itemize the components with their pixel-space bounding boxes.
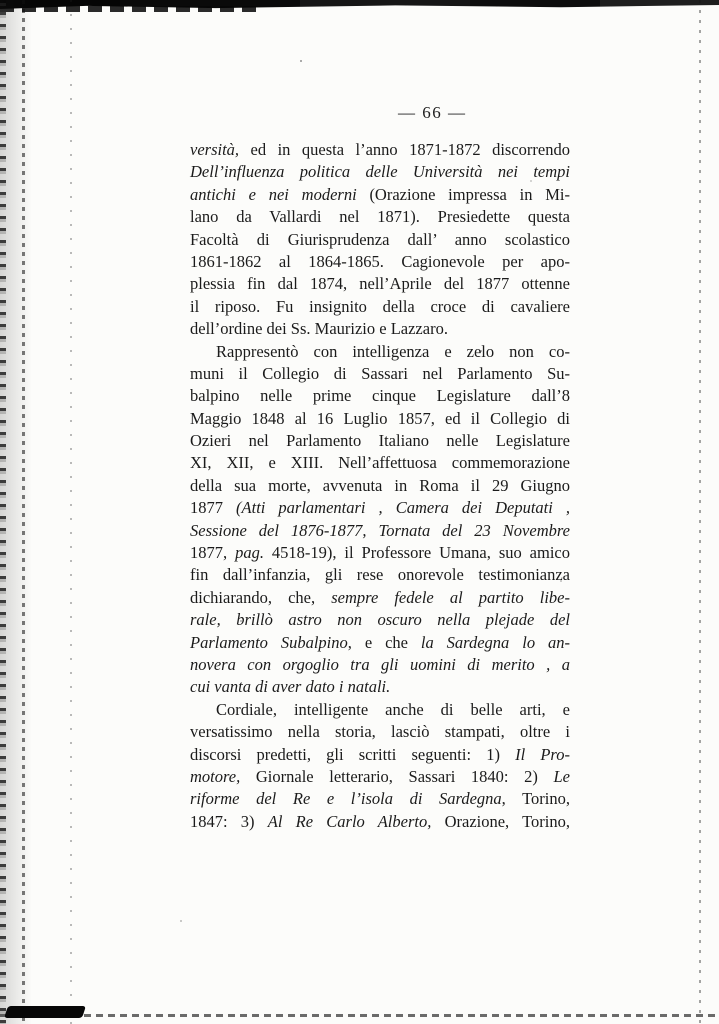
text-line bbox=[190, 564, 570, 586]
text-segment: Le bbox=[553, 766, 570, 786]
scan-artifact-bottom-left-blob bbox=[4, 1006, 86, 1018]
text-segment: pag. bbox=[235, 543, 264, 563]
text-segment: riforme del Re e l’isola di Sardegna bbox=[190, 789, 502, 809]
text-line bbox=[190, 385, 570, 407]
text-line bbox=[190, 699, 570, 721]
text-line bbox=[190, 654, 570, 676]
text-line bbox=[190, 251, 570, 273]
text-segment: versatissimo nella storia, lasciò stampati, oltre i bbox=[190, 722, 570, 742]
text-line bbox=[190, 273, 570, 295]
text-segment: la Sardegna lo an- bbox=[420, 632, 570, 652]
page-number: — 66 — bbox=[398, 103, 467, 122]
text-line bbox=[190, 811, 570, 833]
text-segment: Sessione del 1876-1877, Tornata del 23 Novembre bbox=[190, 520, 570, 540]
text-line bbox=[190, 206, 570, 228]
text-line bbox=[190, 408, 570, 430]
text-segment: sempre fedele al partito libe- bbox=[331, 587, 570, 607]
text-segment: ed in questa l’anno 1871-1872 discorrendo bbox=[239, 140, 570, 159]
text-line bbox=[190, 161, 570, 183]
scan-artifact-top-edge-marks bbox=[0, 6, 260, 12]
text-segment: 4518-19), il Professore Umana, suo amico bbox=[263, 543, 570, 563]
text-line bbox=[190, 363, 570, 385]
text-line bbox=[190, 430, 570, 452]
scan-artifact-bottom-edge bbox=[0, 1014, 719, 1017]
text-segment: discorsi predetti, gli scritti seguenti: 1) bbox=[190, 744, 516, 764]
text-segment: novera con orgoglio tra gli uomini di merito , a bbox=[190, 654, 570, 674]
text-line bbox=[190, 139, 570, 161]
text-segment: plessia fin dal 1874, nell’Aprile del 1877 ottenne bbox=[190, 274, 570, 294]
text-line bbox=[190, 318, 570, 340]
text-segment: Giornale letterario, Sassari 1840: 2) bbox=[240, 766, 554, 786]
text-segment: , e che bbox=[347, 632, 421, 652]
text-line bbox=[190, 296, 570, 318]
text-line bbox=[190, 184, 570, 206]
paragraph bbox=[190, 139, 570, 341]
text-line bbox=[190, 609, 570, 631]
text-segment: Il Pro- bbox=[515, 744, 570, 764]
text-segment: versità, bbox=[190, 140, 240, 159]
text-segment: il riposo. Fu insignito della croce di cavaliere bbox=[190, 296, 570, 316]
scan-artifact-right-dotted-line bbox=[699, 0, 701, 1024]
text-segment: Facoltà di Giurisprudenza dall’ anno scolastico bbox=[190, 229, 570, 249]
text-segment: dell’ordine dei Ss. Maurizio e Lazzaro. bbox=[190, 319, 448, 339]
text-line bbox=[190, 452, 570, 474]
text-segment: Ozieri nel Parlamento Italiano nelle Legislature bbox=[190, 431, 570, 451]
paragraph bbox=[190, 341, 570, 699]
scan-artifact-specks bbox=[300, 60, 302, 62]
text-segment: Parlamento Subalpino bbox=[190, 632, 348, 652]
text-segment: Cordiale, intelligente anche di belle arti, e bbox=[216, 699, 570, 719]
scan-artifact-left-faint-line bbox=[70, 0, 72, 1024]
text-segment: cui vanta di aver dato i natali. bbox=[190, 677, 391, 697]
text-block bbox=[190, 139, 570, 833]
text-segment: della sua morte, avvenuta in Roma il 29 Giugno bbox=[190, 475, 570, 495]
text-segment: 1847: 3) bbox=[190, 811, 268, 831]
text-segment: rale, brillò astro non oscuro nella plejade del bbox=[190, 610, 570, 630]
text-line bbox=[190, 475, 570, 497]
text-segment: dichiarando, che, bbox=[190, 587, 332, 607]
paragraph bbox=[190, 699, 570, 833]
text-segment: (Orazione impressa in Mi- bbox=[369, 184, 570, 204]
text-segment: motore, bbox=[190, 766, 241, 786]
text-line bbox=[190, 632, 570, 654]
text-segment: antichi e nei moderni bbox=[190, 184, 370, 204]
text-line bbox=[190, 676, 570, 698]
text-segment: 1877, bbox=[190, 543, 236, 563]
text-segment: Rappresentò con intelligenza e zelo non co- bbox=[216, 341, 570, 361]
text-segment: fin dall’infanzia, gli rese onorevole testimonianza bbox=[190, 565, 570, 585]
text-line bbox=[190, 721, 570, 743]
text-segment: Dell’influenza politica delle Università nei tempi bbox=[190, 162, 570, 182]
text-segment: 1861-1862 al 1864-1865. Cagionevole per apo- bbox=[190, 251, 570, 271]
text-line bbox=[190, 229, 570, 251]
text-line bbox=[190, 542, 570, 564]
text-segment: balpino nelle prime cinque Legislature dall’8 bbox=[190, 386, 570, 406]
text-segment: (Atti parlamentari , Camera dei Deputati , bbox=[236, 498, 571, 518]
text-segment: muni il Collegio di Sassari nel Parlamento Su- bbox=[190, 363, 570, 383]
text-line bbox=[190, 587, 570, 609]
scan-artifact-left-binding-edge bbox=[0, 0, 32, 1024]
text-segment: Maggio 1848 al 16 Luglio 1857, ed il Collegio di bbox=[190, 408, 570, 428]
scan-artifact-left-dotted-line bbox=[22, 0, 25, 1024]
text-segment: lano da Vallardi nel 1871). Presiedette questa bbox=[190, 207, 570, 227]
text-line bbox=[190, 497, 570, 519]
text-segment: 1877 bbox=[190, 498, 237, 518]
text-segment: Orazione, Torino, bbox=[431, 811, 570, 831]
text-segment: XI, XII, e XIII. Nell’affettuosa commemorazione bbox=[190, 453, 570, 473]
text-line bbox=[190, 520, 570, 542]
text-line bbox=[190, 341, 570, 363]
text-segment: Al Re Carlo Alberto, bbox=[267, 811, 432, 831]
text-line bbox=[190, 744, 570, 766]
text-line bbox=[190, 788, 570, 810]
text-segment: , Torino, bbox=[501, 789, 570, 809]
text-line bbox=[190, 766, 570, 788]
